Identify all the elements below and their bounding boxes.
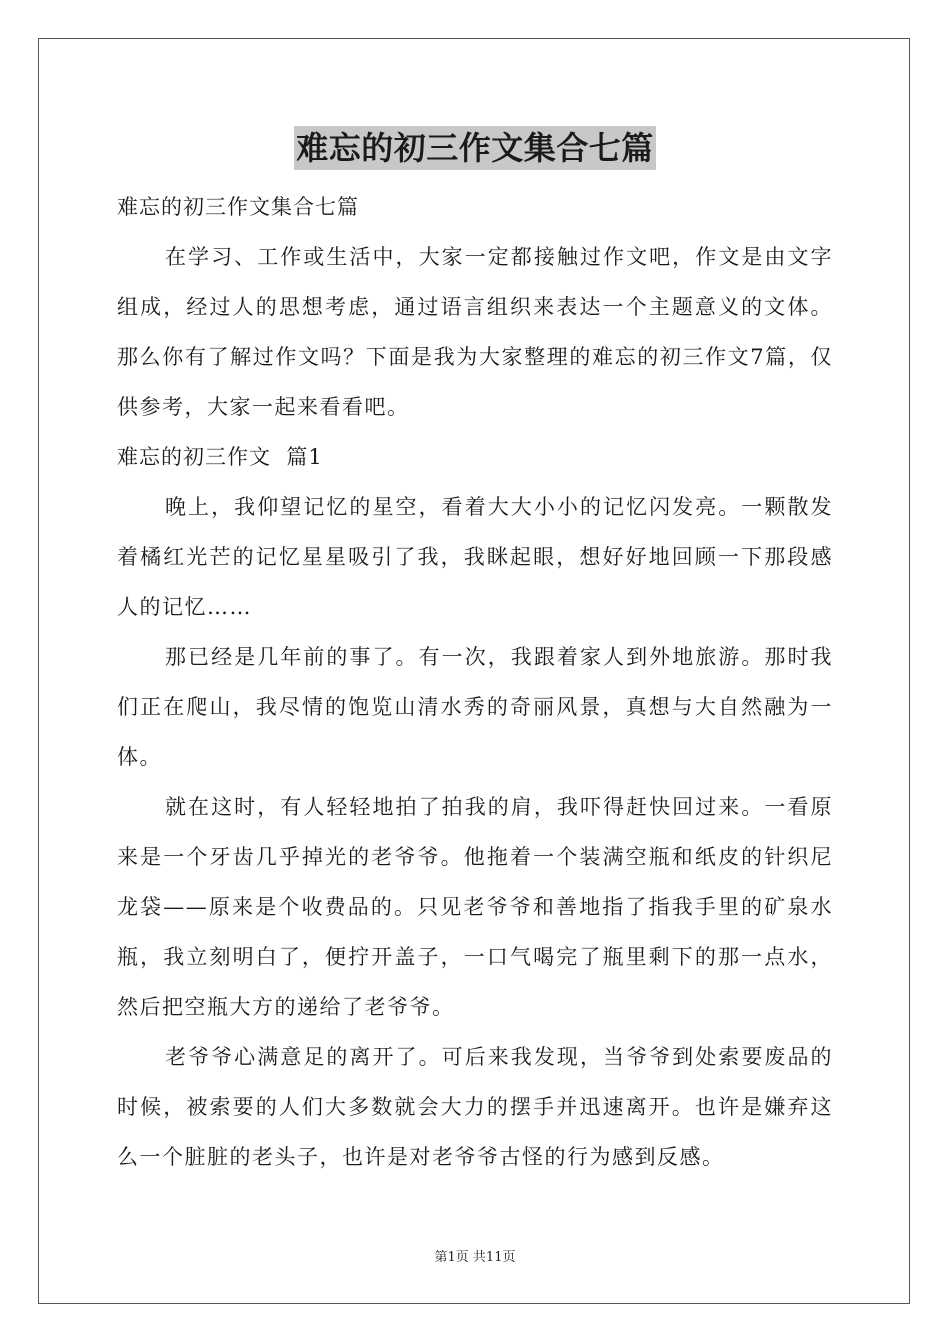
body-paragraph: 老爷爷心满意足的离开了。可后来我发现，当爷爷到处索要废品的时候，被索要的人们大多数就会大力的摆手并迅速离开。也许是嫌弃这么一个脏脏的老头子，也许是对老爷爷古怪的行为感到反感。 (117, 1045, 833, 1169)
page-footer: 第1页 共11页 (434, 1250, 516, 1265)
body-paragraph: 晚上，我仰望记忆的星空，看着大大小小的记忆闪发亮。一颗散发着橘红光芒的记忆星星吸引了我，我眯起眼，想好好地回顾一下那段感人的记忆…… (117, 495, 833, 619)
body-paragraph: 那已经是几年前的事了。有一次，我跟着家人到外地旅游。那时我们正在爬山，我尽情的饱览山清水秀的奇丽风景，真想与大自然融为一体。 (117, 645, 833, 769)
document-body (117, 182, 833, 1182)
subtitle: 难忘的初三作文集合七篇 (117, 195, 359, 219)
document-title: 难忘的初三作文集合七篇 (294, 126, 656, 170)
body-paragraph: 就在这时，有人轻轻地拍了拍我的肩，我吓得赶快回过来。一看原来是一个牙齿几乎掉光的老爷爷。他拖着一个装满空瓶和纸皮的针织尼龙袋——原来是个收费品的。只见老爷爷和善地指了指我手里的矿泉水瓶，我立刻明白了，便拧开盖子，一口气喝完了瓶里剩下的那一点水，然后把空瓶大方的递给了老爷爷。 (117, 795, 833, 1019)
intro-paragraph: 在学习、工作或生活中，大家一定都接触过作文吧，作文是由文字组成，经过人的思想考虑，通过语言组织来表达一个主题意义的文体。那么你有了解过作文吗？下面是我为大家整理的难忘的初三作文7篇，仅供参考，大家一起来看看吧。 (117, 245, 833, 419)
title-container (0, 126, 950, 170)
section-heading: 难忘的初三作文 篇1 (117, 445, 323, 469)
